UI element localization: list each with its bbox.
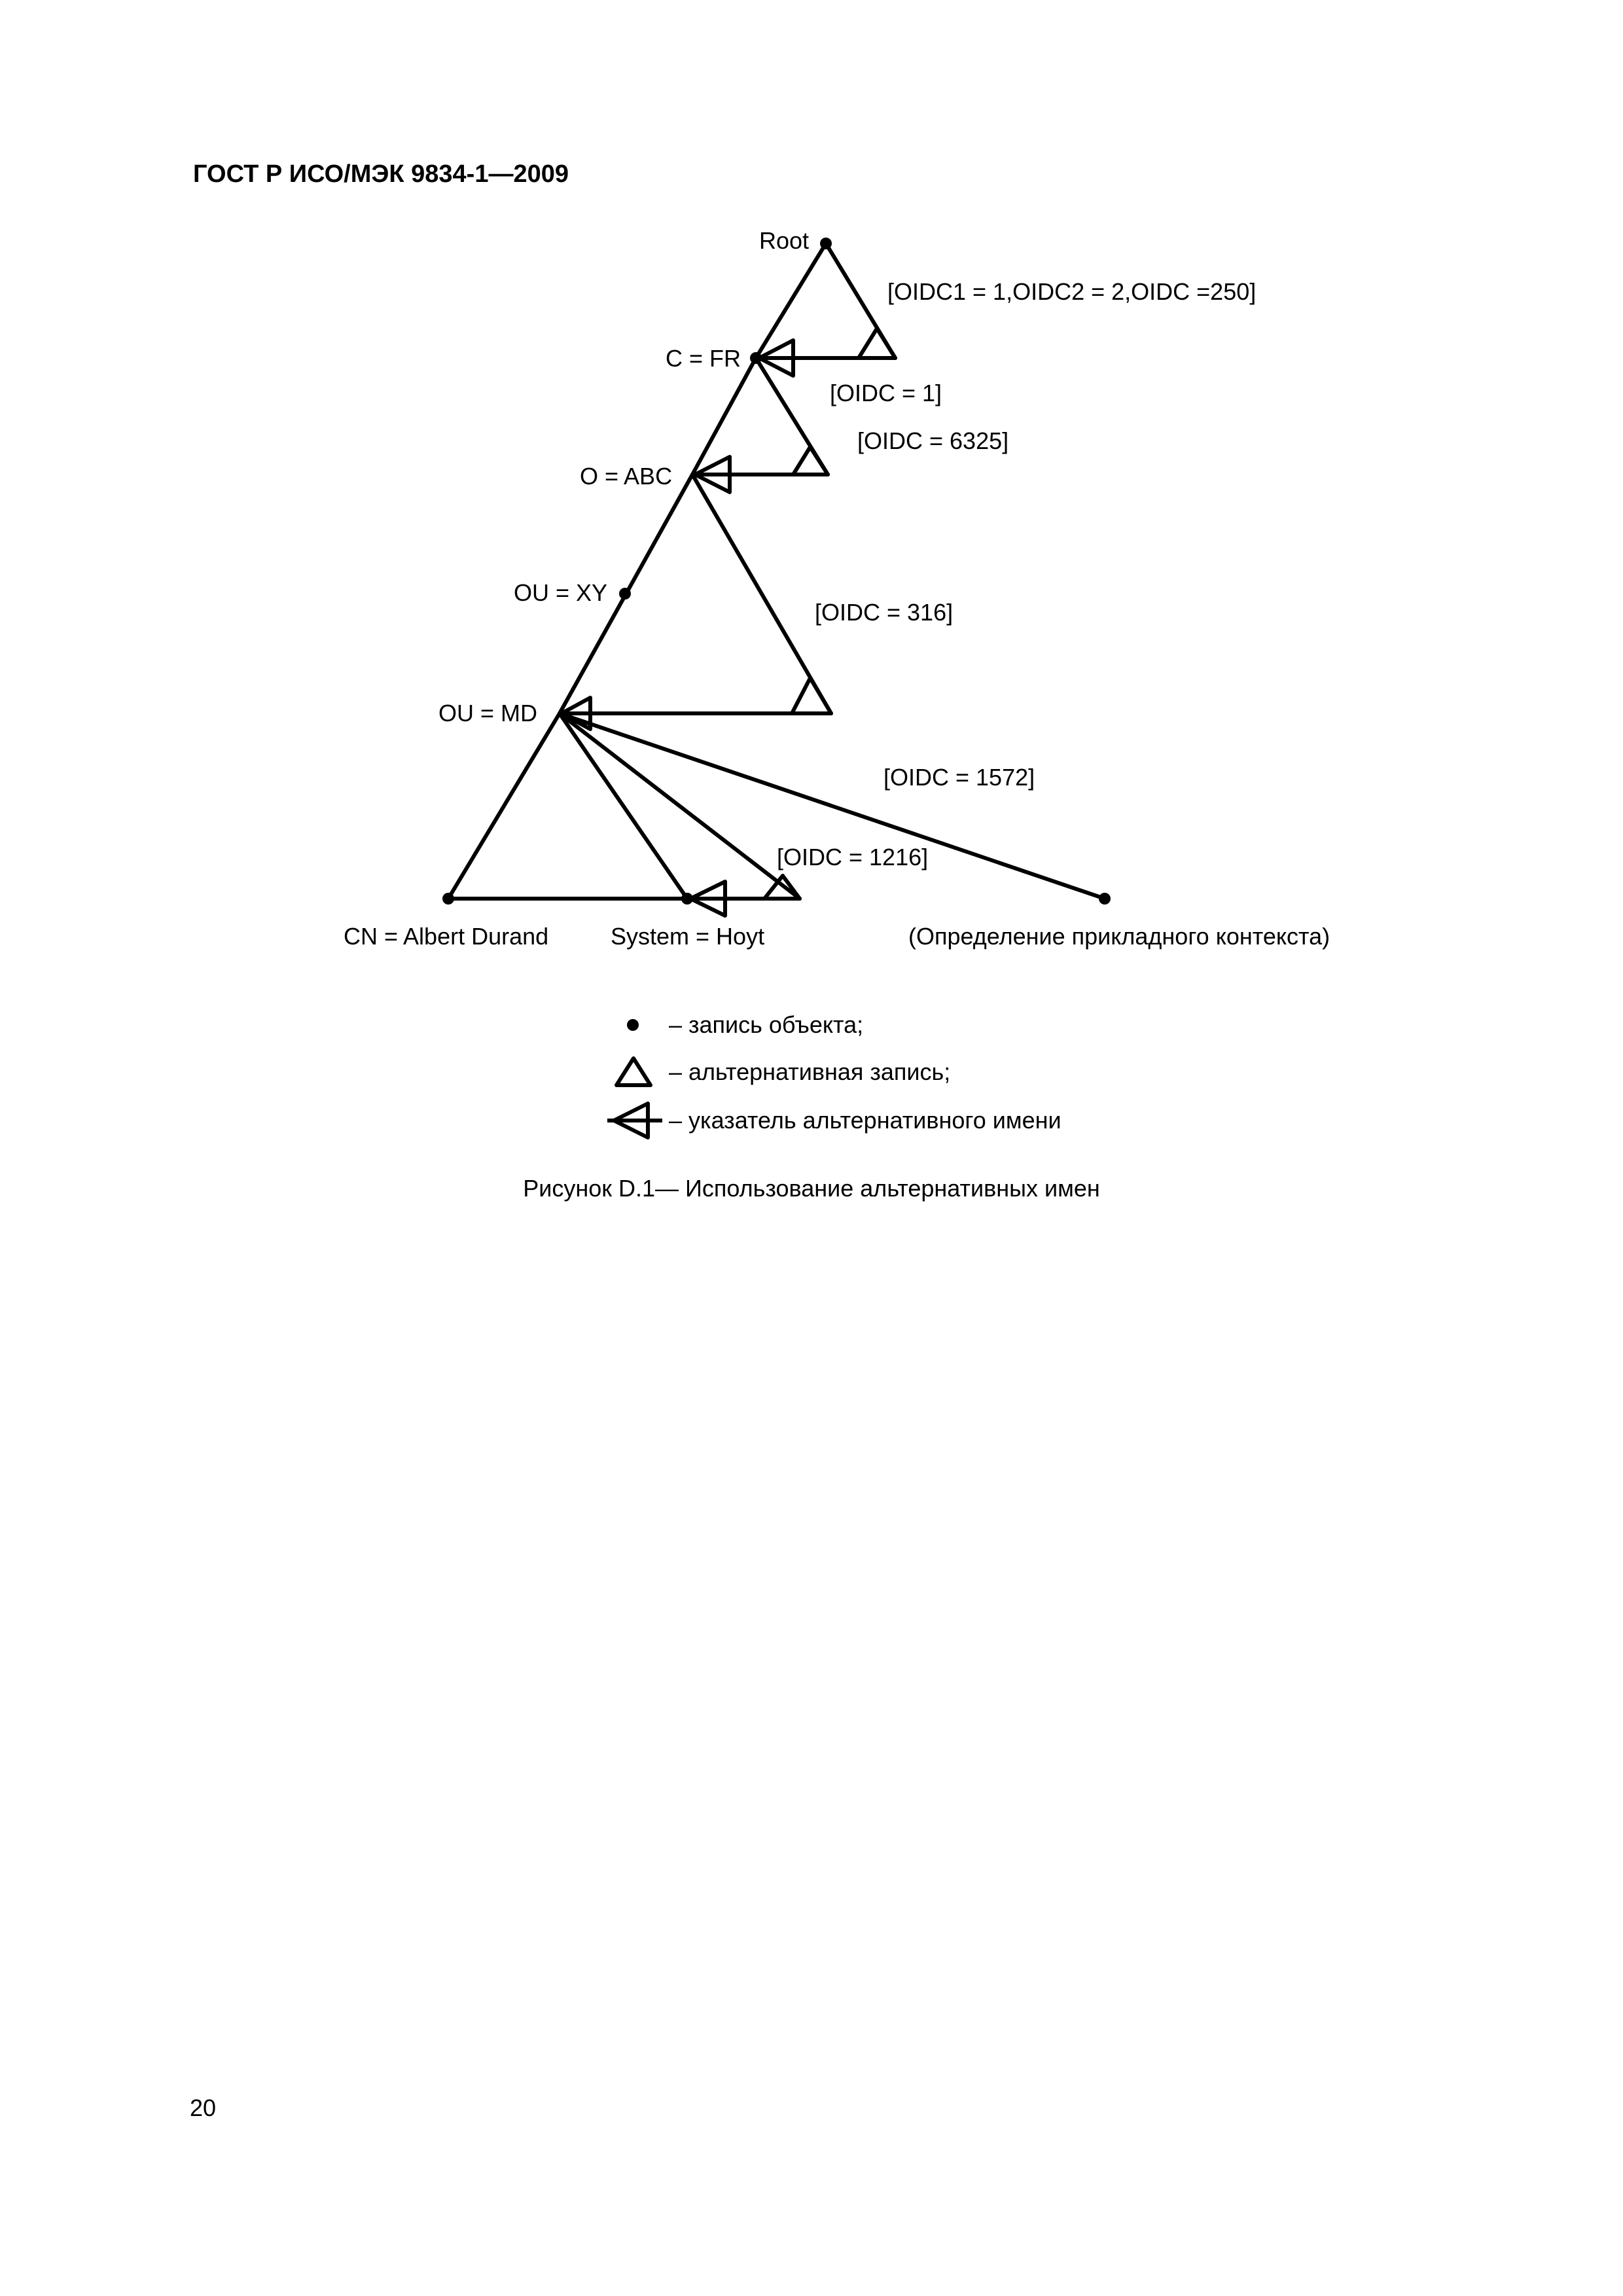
oidc-context-label: [OIDC = 1572]: [883, 764, 1035, 791]
node-cfr-label: C = FR: [666, 345, 741, 372]
node-context-label: (Определение прикладного контекста): [908, 923, 1330, 950]
oidc-cfr-label: [OIDC = 1]: [830, 380, 942, 406]
page-number: 20: [190, 2094, 217, 2121]
edge-md-context: [560, 713, 1105, 899]
alias-mark-cfr: [793, 447, 828, 475]
node-ouxy-label: OU = XY: [514, 579, 608, 606]
legend: [607, 1011, 1061, 1138]
oidc-root-alias-label: [OIDC1 = 1,OIDC2 = 2,OIDC =250]: [887, 278, 1257, 305]
node-oabc-label: O = ABC: [580, 463, 673, 490]
figure-caption: Рисунок D.1— Использование альтернативных имен: [523, 1175, 1100, 1202]
legend-object-entry: – запись объекта;: [669, 1011, 864, 1038]
oidc-abc-subtree-label: [OIDC = 316]: [815, 599, 954, 626]
node-context-dot: [1099, 893, 1111, 905]
alias-mark-abc: [792, 678, 831, 713]
node-root-dot: [820, 238, 832, 249]
node-root-label: Root: [759, 227, 810, 254]
node-cfr-dot: [750, 352, 762, 364]
legend-alias-pointer: – указатель альтернативного имени: [669, 1107, 1061, 1134]
edge-cfr-abc: [692, 358, 756, 475]
edge-md-hoyt: [560, 713, 687, 899]
node-hoyt-dot: [681, 893, 693, 905]
document-header: ГОСТ Р ИСО/МЭК 9834-1—2009: [193, 160, 569, 188]
node-cn-dot: [442, 893, 454, 905]
node-hoyt-label: System = Hoyt: [611, 923, 765, 950]
legend-alias-entry: – альтернативная запись;: [669, 1058, 951, 1085]
legend-dot-icon: [627, 1019, 639, 1031]
edge-md-cn: [448, 713, 560, 899]
legend-triangle-icon: [616, 1058, 651, 1085]
oidc-hoyt-alias-label: [OIDC = 1216]: [777, 844, 929, 870]
oidc-abc-alias-label: [OIDC = 6325]: [857, 427, 1009, 454]
node-cn-label: CN = Albert Durand: [344, 923, 549, 950]
node-oumd-label: OU = MD: [438, 700, 538, 726]
legend-pointer-icon: [607, 1103, 662, 1138]
node-ouxy-dot: [619, 588, 631, 600]
alias-mark-root: [859, 329, 895, 358]
edge-md-alias: [560, 713, 800, 899]
